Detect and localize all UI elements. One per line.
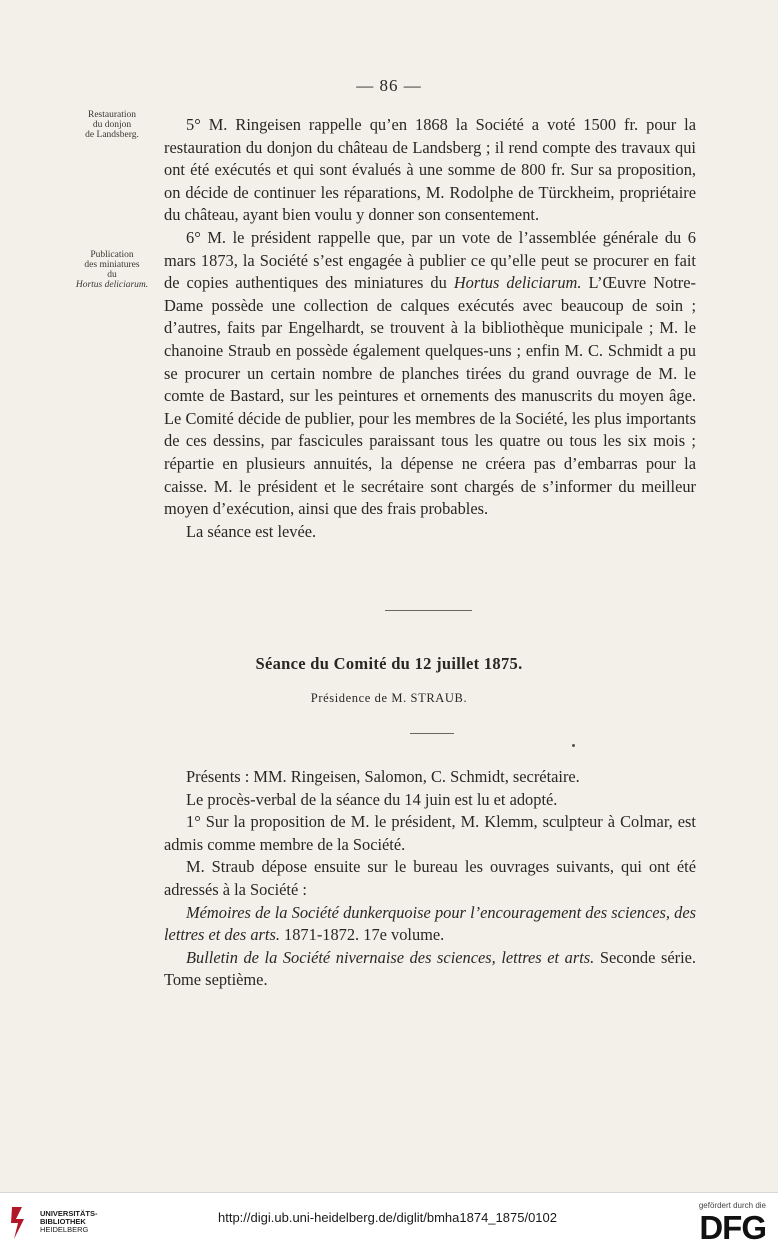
logo-line: UNIVERSITÄTS- bbox=[40, 1209, 98, 1218]
logo-line: HEIDELBERG bbox=[40, 1225, 89, 1234]
dfg-logo[interactable]: DFG bbox=[699, 1209, 766, 1246]
paragraph-klemm: 1° Sur la proposition de M. le président, M. Klemm, sculpteur à Colmar, est admis comme membre de la Société. bbox=[164, 812, 696, 854]
section-divider bbox=[385, 610, 472, 611]
paragraph-text: L’Œuvre Notre-Dame possède une collection de calques exécutés avec beaucoup de soin ; d’autres, faits par Engelhardt, se trouvent à la bibliothèque municipale ; M. le chanoine Straub en possède également quelques-uns ; enfin M. C. Schmidt a pu se procurer un certain nombre de planches tirées du grand ouvrage de M. le comte de Bastard, sur les peintures et ornements des manuscrits du moyen âge. Le Comité décide de publier, pour les membres de la Société, les plus importants de ces dessins, par fascicules paraissant tous les quatre ou tous les six mois ; répartie en plusieurs annuités, la dépense ne créera pas d’embarras pour la caisse. M. le président et le secrétaire sont chargés de s’informer du meilleur moyen d’exécution, ainsi que des frais probables. bbox=[164, 273, 697, 519]
permalink-url[interactable]: http://digi.ub.uni-heidelberg.de/diglit/bmha1874_1875/0102 bbox=[218, 1210, 557, 1225]
paragraph-straub: M. Straub dépose ensuite sur le bureau les ouvrages suivants, qui ont été adressés à la Société : bbox=[164, 857, 696, 899]
paragraph-text: 6° M. le président rappelle que, par un vote de l’assemblée générale du 6 mars 1873, la Société s’est engagée à publier ce qu’elle peut se procurer en fait de copies authentiques des miniatures du bbox=[164, 227, 696, 293]
paragraph-presents: Présents : MM. Ringeisen, Salomon, C. Schmidt, secrétaire. bbox=[186, 767, 580, 786]
margin-note-line: du bbox=[107, 270, 117, 280]
paragraph-levee: La séance est levée. bbox=[186, 521, 317, 541]
margin-note-line: du donjon bbox=[92, 120, 132, 130]
book-details: 1871-1872. 17e volume. bbox=[279, 925, 445, 945]
heading-divider bbox=[410, 733, 454, 734]
logo-line: BIBLIOTHEK bbox=[40, 1217, 86, 1226]
margin-note-line: des miniatures bbox=[84, 260, 140, 270]
library-logo-text[interactable] bbox=[40, 1210, 98, 1234]
section-1-text bbox=[164, 114, 696, 543]
margin-note-line: Restauration bbox=[87, 110, 136, 120]
margin-note-restauration bbox=[62, 110, 162, 140]
dfg-caption: gefördert durch die bbox=[698, 1201, 766, 1210]
section-2-text bbox=[164, 766, 696, 992]
margin-note-line: de Landsberg. bbox=[85, 130, 139, 140]
paragraph-restauration: 5° M. Ringeisen rappelle qu’en 1868 la Société a voté 1500 fr. pour la restauration du donjon du château de Landsberg ; il rend compte des travaux qui ont été exécutés et qui sont évalués à une somme de 800 fr. Sur sa proposition, on décide de continuer les réparations, M. Rodolphe de Türckheim, propriétaire du château, ayant bien voulu y donner son consentement. bbox=[164, 115, 696, 225]
footer-bar bbox=[0, 1192, 778, 1250]
paragraph-book-2 bbox=[164, 947, 696, 992]
margin-note-line: Publication bbox=[90, 250, 134, 260]
paragraph-proces-verbal: Le procès-verbal de la séance du 14 juin est lu et adopté. bbox=[186, 789, 558, 809]
page-number: — 86 — bbox=[356, 76, 422, 95]
paragraph-italic: Hortus deliciarum. bbox=[453, 273, 582, 293]
margin-note-line: Hortus deliciarum. bbox=[75, 280, 149, 290]
book-details: Seconde série. Tome septième. bbox=[164, 947, 697, 990]
ink-speck bbox=[572, 744, 575, 747]
paragraph-publication bbox=[164, 227, 696, 521]
presidence-line: Présidence de M. STRAUB. bbox=[310, 691, 468, 705]
library-logo-icon[interactable] bbox=[8, 1205, 28, 1241]
paragraph-book-1 bbox=[164, 902, 696, 947]
session-heading: Séance du Comité du 12 juillet 1875. bbox=[255, 654, 523, 673]
margin-note-publication bbox=[62, 250, 162, 290]
book-title: Mémoires de la Société dunkerquoise pour l’encouragement des sciences, des lettres et des arts. bbox=[164, 902, 696, 945]
book-title: Bulletin de la Société nivernaise des sciences, lettres et arts. bbox=[186, 947, 595, 967]
